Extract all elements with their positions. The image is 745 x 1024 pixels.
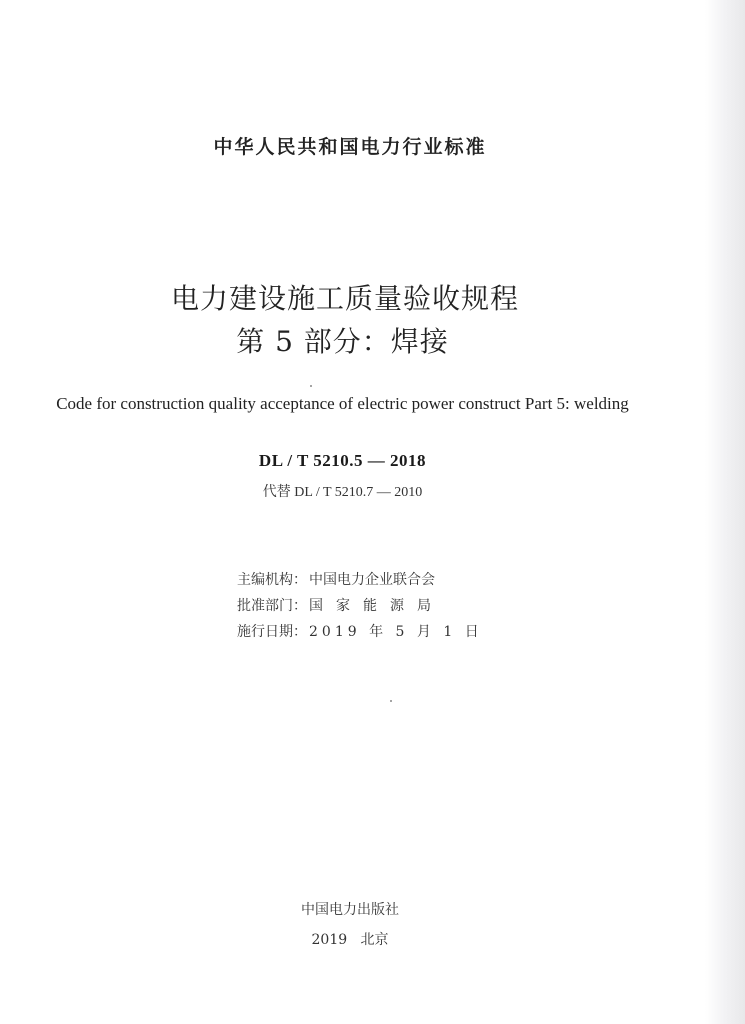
approver-value: 国家能源局 (309, 598, 444, 614)
scan-speck (390, 700, 392, 702)
document-title-line1: 电力建设施工质量验收规程 (170, 282, 519, 315)
approver-row (237, 595, 444, 615)
effective-date-value: 2019 年 5 月 1 日 (309, 624, 483, 640)
page-edge-shadow (705, 0, 745, 1024)
compiler-value: 中国电力企业联合会 (309, 572, 435, 588)
english-title: Code for construction quality acceptance of electric power construct Part 5: welding (56, 394, 629, 413)
document-title-line2: 第 5 部分：焊接 (236, 325, 449, 358)
replaces-standard: 代替 DL / T 5210.7 — 2010 (262, 485, 423, 500)
effective-date-row (237, 621, 483, 641)
compiler-label: 主编机构： (237, 572, 307, 588)
effective-date-label: 施行日期： (237, 624, 307, 640)
standard-code: DL / T 5210.5 — 2018 (258, 451, 427, 470)
approver-label: 批准部门： (237, 598, 307, 614)
publisher-name: 中国电力出版社 (301, 902, 399, 918)
scan-speck (310, 385, 312, 387)
publication-year-place: 2019 北京 (311, 932, 389, 948)
compiler-row (237, 569, 435, 589)
standard-series-heading: 中华人民共和国电力行业标准 (213, 136, 487, 158)
